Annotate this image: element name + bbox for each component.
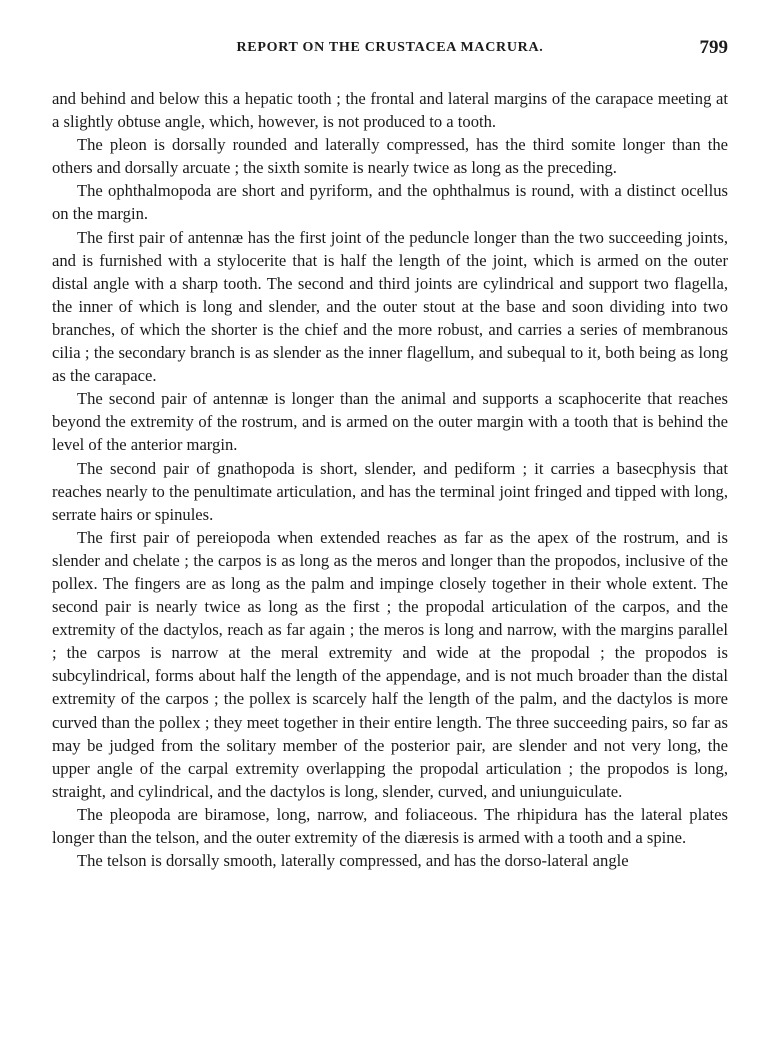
paragraph-first-antennae: The first pair of antennæ has the first joint of the peduncle longer than the two succeeding joints, and is furnished with a stylocerite that is half the length of the joint, which is armed on the outer distal angle with a sharp tooth. The second and third joints are cylindrical and support two flagella, the inner of which is long and slender, and the outer stout at the base and soon dividing into two branches, of which the shorter is the chief and the more robust, and carries a series of membranous cilia ; the secondary branch is as slender as the inner flagellum, and subequal to it, both being as long as the carapace. (52, 227, 728, 386)
paragraph-second-antennae: The second pair of antennæ is longer than the animal and supports a scaphocerite that reaches beyond the extremity of the rostrum, and is armed on the outer margin with a tooth that is behind the level of the anterior margin. (52, 389, 728, 455)
page-number: 799 (699, 37, 728, 58)
paragraph-ophthalmopoda: The ophthalmopoda are short and pyriform, and the ophthalmus is round, with a distinct ocellus on the margin. (52, 181, 728, 224)
page-header (52, 37, 728, 64)
paragraph-gnathopoda: The second pair of gnathopoda is short, slender, and pediform ; it carries a basecphysis that reaches nearly to the penultimate articulation, and has the terminal joint fringed and tipped with long, serrate hairs or spinules. (52, 458, 728, 524)
paragraph-continuation: and behind and below this a hepatic tooth ; the frontal and lateral margins of the carapace meeting at a slightly obtuse angle, which, however, is not produced to a tooth. (52, 89, 728, 132)
paragraph-pleon: The pleon is dorsally rounded and laterally compressed, has the third somite longer than the others and dorsally arcuate ; the sixth somite is nearly twice as long as the preceding. (52, 135, 728, 178)
body-text (52, 87, 728, 872)
running-title: REPORT ON THE CRUSTACEA MACRURA. (236, 40, 544, 55)
paragraph-telson: The telson is dorsally smooth, laterally compressed, and has the dorso-lateral angle (77, 851, 629, 871)
paragraph-pereiopoda: The first pair of pereiopoda when extended reaches as far as the apex of the rostrum, and is slender and chelate ; the carpos is as long as the meros and longer than the propodos, inclusive of the pollex. The fingers are as long as the palm and impinge closely together in their whole extent. The second pair is nearly twice as long as the first ; the propodal articulation of the carpos, and the extremity of the dactylos, reach as far again ; the meros is long and narrow, with the margins parallel ; the carpos is narrow at the meral extremity and wide at the propodal ; the propodos is subcylindrical, forms about half the length of the appendage, and is not much broader than the distal extremity of the carpos ; the pollex is scarcely half the length of the palm, and the dactylos is more curved than the pollex ; they meet together in their entire length. The three succeeding pairs, so far as may be judged from the solitary member of the posterior pair, are slender and not very long, the upper angle of the carpal extremity overlapping the propodal articulation ; the propodos is long, straight, and cylindrical, and the dactylos is long, slender, curved, and uniunguiculate. (52, 527, 728, 801)
paragraph-pleopoda: The pleopoda are biramose, long, narrow, and foliaceous. The rhipidura has the lateral plates longer than the telson, and the outer extremity of the diæresis is armed with a tooth and a spine. (52, 804, 728, 847)
